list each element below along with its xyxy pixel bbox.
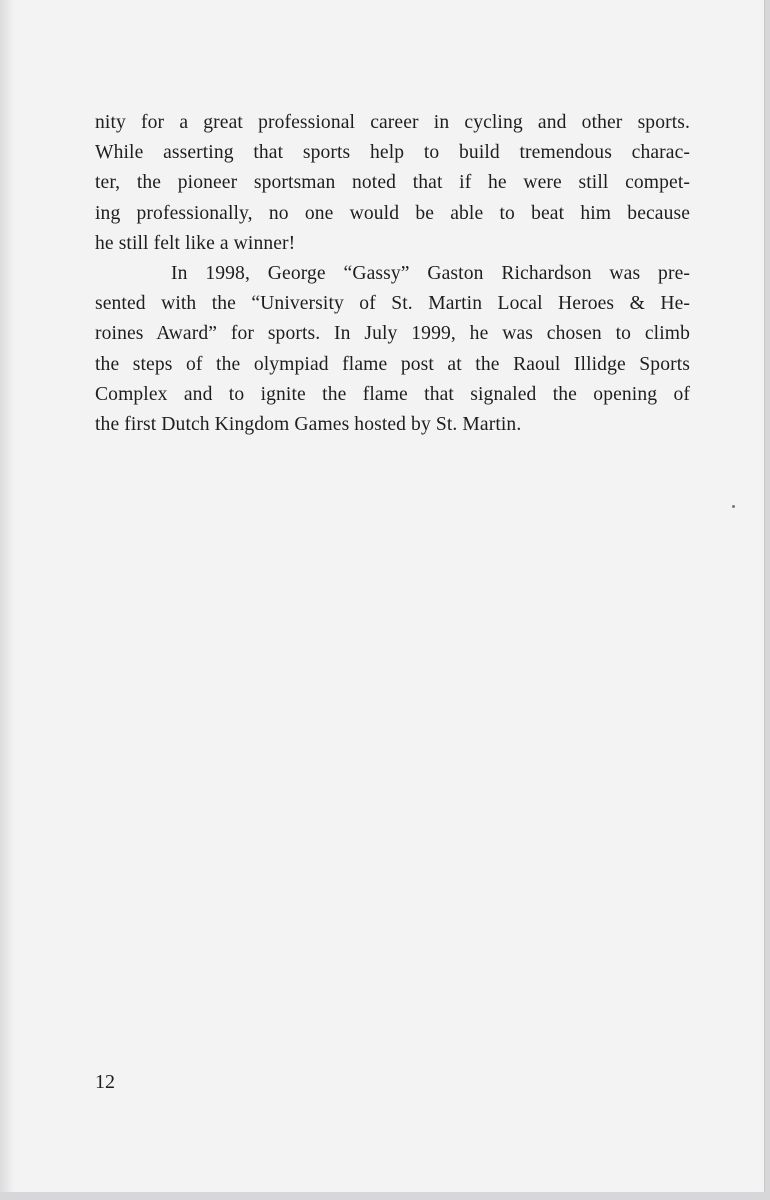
text-line: roines Award” for sports. In July 1999, he was chosen to climb (95, 323, 690, 345)
paper-speck (732, 505, 735, 508)
text-line: ter, the pioneer sportsman noted that if he were still compet- (95, 172, 690, 194)
paragraph-1 (95, 108, 690, 259)
page-edge (0, 1192, 770, 1200)
text-line: he still felt like a winner! (95, 232, 296, 254)
text-line: In 1998, George “Gassy” Gaston Richardson was pre- (171, 262, 690, 284)
text-line: nity for a great professional career in cycling and other sports. (95, 112, 690, 133)
page-number: 12 (95, 1071, 115, 1093)
text-line: Complex and to ignite the flame that signaled the opening of (95, 383, 690, 405)
page-gutter-shadow (0, 0, 14, 1192)
text-line: the steps of the olympiad flame post at the Raoul Illidge Sports (95, 353, 690, 375)
text-line: ing professionally, no one would be able to beat him because (95, 202, 690, 224)
paragraph-2 (95, 259, 690, 440)
bleed-through-text (95, 440, 690, 684)
text-line: the first Dutch Kingdom Games hosted by St. Martin. (95, 413, 522, 435)
text-line: sented with the “University of St. Martin Local Heroes & He- (95, 293, 690, 315)
text-line: While asserting that sports help to build tremendous charac- (95, 142, 690, 164)
body-text (95, 108, 690, 440)
